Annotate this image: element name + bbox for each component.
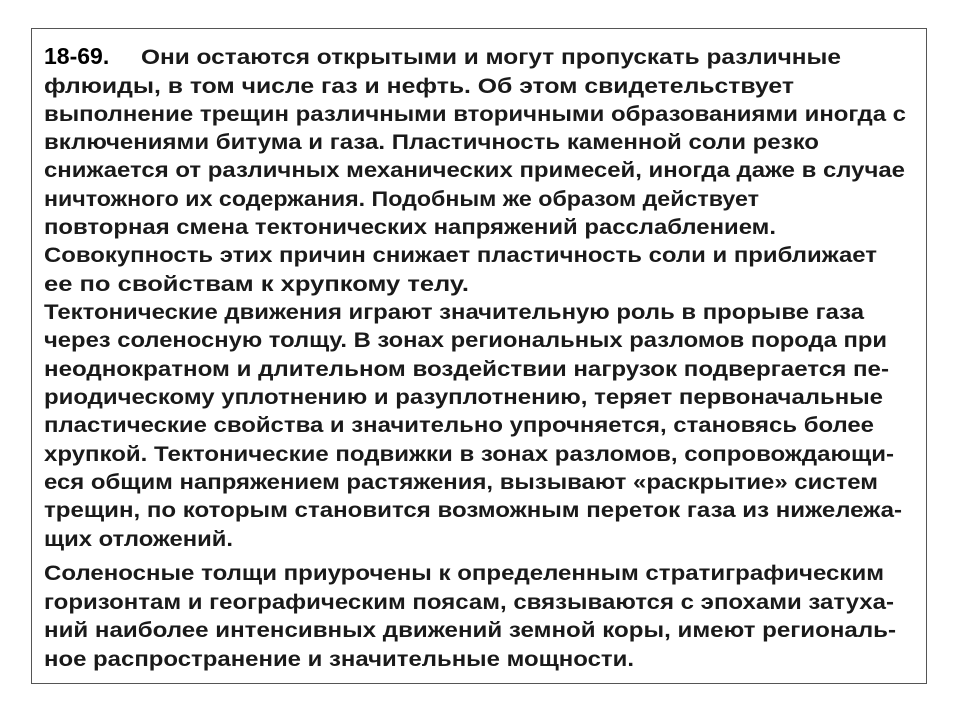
text-line: пластические свойства и значительно упрочняется, становясь более [44, 414, 874, 437]
text-line: риодическому уплотнению и разуплотнению, теряет первоначальные [44, 386, 883, 409]
text-line: Тектонические движения играют значительную роль в прорыве газа [44, 301, 865, 324]
text-line: еся общим напряжением растяжения, вызывают «раскрытие» систем [44, 471, 878, 494]
text-line: снижается от различных механических примесей, иногда даже в случае [44, 159, 905, 182]
text-line: включениями битума и газа. Пластичность каменной соли резко [44, 131, 819, 154]
text-line: ее по свойствам к хрупкому телу. [44, 273, 469, 296]
text-line: повторная смена тектонических напряжений расслаблением. [44, 216, 776, 239]
text-line: ний наиболее интенсивных движений земной коры, имеют региональ- [44, 619, 897, 642]
section-number: 18-69. [44, 43, 110, 69]
text-line: щих отложений. [44, 528, 233, 551]
text-line: выполнение трещин различными вторичными образованиями иногда с [44, 103, 907, 126]
text-line: Они остаются открытыми и могут пропускать различные [141, 46, 841, 69]
text-line: трещин, по которым становится возможным переток газа из нижележа- [44, 499, 903, 522]
text-line: горизонтам и географическим поясам, связываются с эпохами затуха- [44, 591, 895, 614]
text-line: Соленосные толщи приурочены к определенным стратиграфическим [44, 562, 884, 585]
text-line: ничтожного их содержания. Подобным же образом действует [44, 188, 759, 211]
text-line: через соленосную толщу. В зонах региональных разломов порода при [44, 329, 887, 352]
text-line: Совокупность этих причин снижает пластичность соли и приближает [44, 244, 877, 267]
text-line: хрупкой. Тектонические подвижки в зонах разломов, сопровождающи- [44, 443, 895, 466]
text-line: неоднократном и длительном воздействии нагрузок подвергается пе- [44, 358, 890, 381]
text-line: флюиды, в том числе газ и нефть. Об этом свидетельствует [44, 75, 794, 98]
text-line: ное распространение и значительные мощности. [44, 648, 634, 671]
